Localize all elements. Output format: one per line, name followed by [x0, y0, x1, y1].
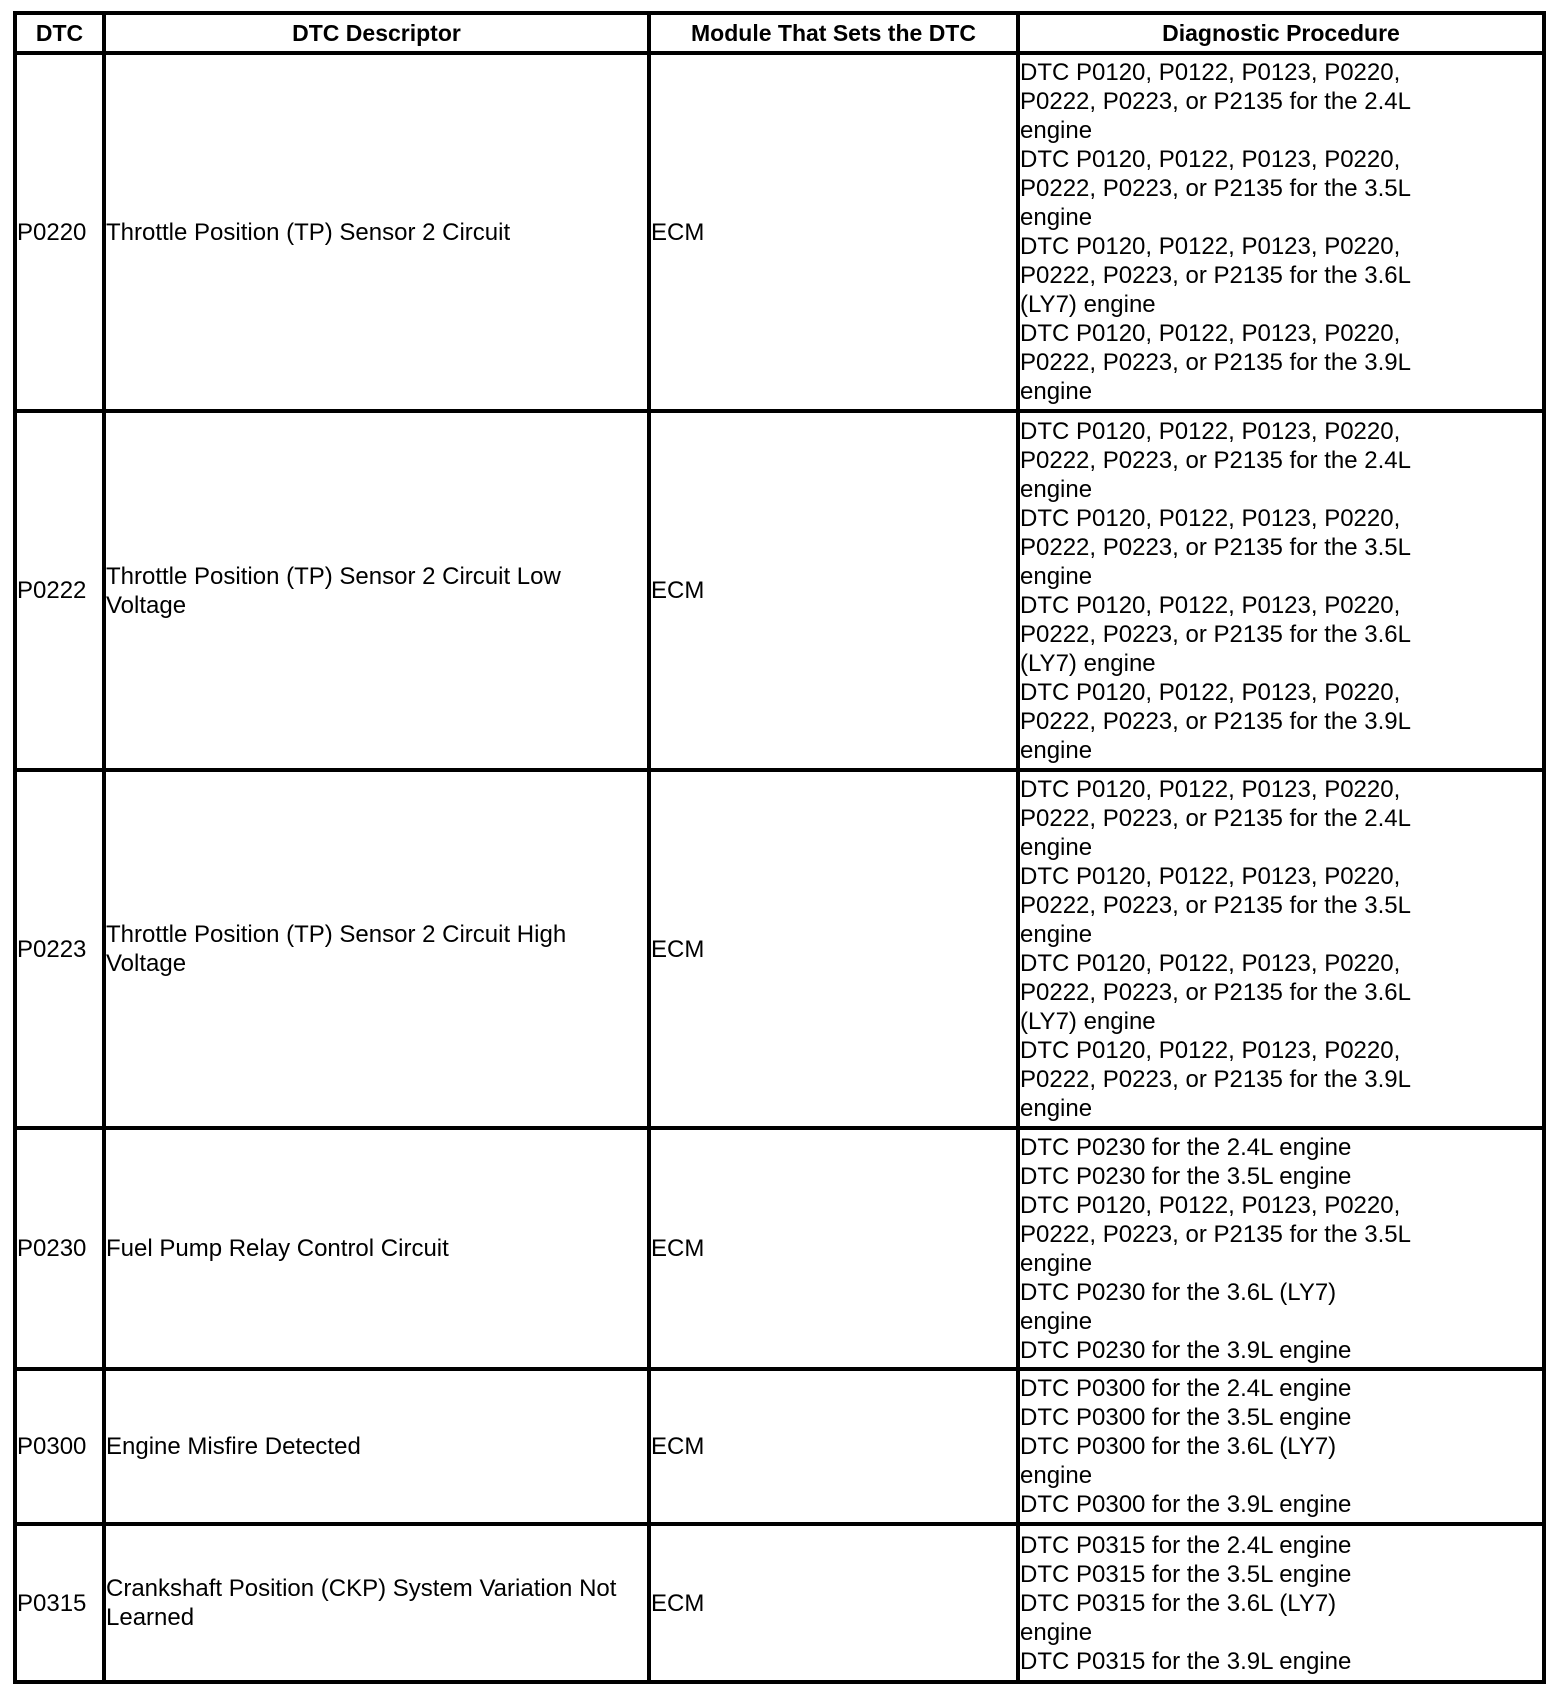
dtc-descriptor: Throttle Position (TP) Sensor 2 Circuit Low Voltage — [104, 411, 649, 770]
procedure-line: engine — [1020, 1618, 1093, 1646]
procedure-line: engine — [1020, 834, 1093, 861]
diagnostic-procedure — [1018, 1524, 1544, 1682]
procedure-line: DTC P0120, P0122, P0123, P0220, — [1020, 146, 1401, 173]
procedure-line: DTC P0300 for the 3.9L engine — [1020, 1491, 1352, 1518]
procedure-line: DTC P0120, P0122, P0123, P0220, — [1020, 1037, 1401, 1064]
procedure-line: DTC P0120, P0122, P0123, P0220, — [1020, 678, 1401, 706]
procedure-line: DTC P0315 for the 3.9L engine — [1020, 1647, 1352, 1675]
procedure-line: engine — [1020, 117, 1093, 144]
procedure-line: engine — [1020, 1307, 1093, 1335]
module-name: ECM — [649, 1524, 1018, 1682]
procedure-line: P0222, P0223, or P2135 for the 2.4L — [1020, 446, 1411, 474]
procedure-line: (LY7) engine — [1020, 649, 1156, 677]
header-row — [15, 13, 1544, 53]
procedure-line: P0222, P0223, or P2135 for the 3.9L — [1020, 1066, 1411, 1093]
dtc-code: P0223 — [15, 770, 104, 1128]
procedure-line: DTC P0300 for the 3.6L (LY7) — [1020, 1433, 1337, 1460]
module-name: ECM — [649, 53, 1018, 411]
procedure-line: engine — [1020, 1462, 1093, 1489]
procedure-line: engine — [1020, 562, 1093, 590]
procedure-line: P0222, P0223, or P2135 for the 3.9L — [1020, 707, 1411, 735]
module-name: ECM — [649, 1128, 1018, 1369]
procedure-line: DTC P0120, P0122, P0123, P0220, — [1020, 504, 1401, 532]
dtc-descriptor: Engine Misfire Detected — [104, 1369, 649, 1524]
procedure-line: DTC P0230 for the 3.9L engine — [1020, 1336, 1352, 1364]
diagnostic-procedure — [1018, 53, 1544, 411]
procedure-line: P0222, P0223, or P2135 for the 3.6L — [1020, 979, 1411, 1006]
procedure-line: DTC P0120, P0122, P0123, P0220, — [1020, 863, 1401, 890]
procedure-line: DTC P0315 for the 3.5L engine — [1020, 1560, 1352, 1588]
procedure-line: DTC P0120, P0122, P0123, P0220, — [1020, 1191, 1401, 1219]
procedure-line: P0222, P0223, or P2135 for the 3.5L — [1020, 175, 1411, 202]
procedure-line: DTC P0230 for the 3.5L engine — [1020, 1162, 1352, 1190]
procedure-line: engine — [1020, 1249, 1093, 1277]
module-name: ECM — [649, 1369, 1018, 1524]
procedure-line: DTC P0120, P0122, P0123, P0220, — [1020, 950, 1401, 977]
module-name: ECM — [649, 411, 1018, 770]
table-row — [15, 770, 1544, 1128]
diagnostic-procedure — [1018, 411, 1544, 770]
header-module: Module That Sets the DTC — [649, 13, 1018, 53]
table-row — [15, 1128, 1544, 1369]
procedure-line: P0222, P0223, or P2135 for the 2.4L — [1020, 88, 1411, 115]
procedure-line: DTC P0230 for the 2.4L engine — [1020, 1133, 1352, 1161]
procedure-line: DTC P0315 for the 3.6L (LY7) — [1020, 1589, 1337, 1617]
diagnostic-procedure — [1018, 1369, 1544, 1524]
procedure-line: engine — [1020, 378, 1093, 405]
dtc-descriptor: Fuel Pump Relay Control Circuit — [104, 1128, 649, 1369]
dtc-descriptor: Throttle Position (TP) Sensor 2 Circuit — [104, 53, 649, 411]
header-diagnostic-procedure: Diagnostic Procedure — [1018, 13, 1544, 53]
procedure-line: engine — [1020, 204, 1093, 231]
table-row — [15, 1369, 1544, 1524]
dtc-code: P0315 — [15, 1524, 104, 1682]
procedure-line: engine — [1020, 736, 1093, 764]
dtc-code: P0220 — [15, 53, 104, 411]
procedure-line: P0222, P0223, or P2135 for the 2.4L — [1020, 805, 1411, 832]
diagnostic-procedure — [1018, 770, 1544, 1128]
procedure-line: P0222, P0223, or P2135 for the 3.6L — [1020, 262, 1411, 289]
dtc-code: P0222 — [15, 411, 104, 770]
dtc-code: P0230 — [15, 1128, 104, 1369]
table-row — [15, 411, 1544, 770]
procedure-line: P0222, P0223, or P2135 for the 3.5L — [1020, 1220, 1411, 1248]
procedure-line: DTC P0120, P0122, P0123, P0220, — [1020, 776, 1401, 803]
procedure-line: P0222, P0223, or P2135 for the 3.5L — [1020, 533, 1411, 561]
procedure-line: DTC P0230 for the 3.6L (LY7) — [1020, 1278, 1337, 1306]
table-row — [15, 1524, 1544, 1682]
procedure-line: (LY7) engine — [1020, 291, 1156, 318]
procedure-line: (LY7) engine — [1020, 1008, 1156, 1035]
header-dtc-descriptor: DTC Descriptor — [104, 13, 649, 53]
procedure-line: engine — [1020, 475, 1093, 503]
module-name: ECM — [649, 770, 1018, 1128]
procedure-line: DTC P0300 for the 3.5L engine — [1020, 1404, 1352, 1431]
procedure-line: DTC P0120, P0122, P0123, P0220, — [1020, 417, 1401, 445]
diagnostic-procedure — [1018, 1128, 1544, 1369]
dtc-table — [13, 11, 1546, 1684]
dtc-descriptor: Throttle Position (TP) Sensor 2 Circuit High Voltage — [104, 770, 649, 1128]
table-row — [15, 53, 1544, 411]
procedure-line: engine — [1020, 1095, 1093, 1122]
dtc-code: P0300 — [15, 1369, 104, 1524]
header-dtc: DTC — [15, 13, 104, 53]
procedure-line: DTC P0315 for the 2.4L engine — [1020, 1531, 1352, 1559]
procedure-line: DTC P0120, P0122, P0123, P0220, — [1020, 233, 1401, 260]
procedure-line: P0222, P0223, or P2135 for the 3.6L — [1020, 620, 1411, 648]
procedure-line: P0222, P0223, or P2135 for the 3.9L — [1020, 349, 1411, 376]
procedure-line: P0222, P0223, or P2135 for the 3.5L — [1020, 892, 1411, 919]
procedure-line: DTC P0120, P0122, P0123, P0220, — [1020, 59, 1401, 86]
procedure-line: DTC P0120, P0122, P0123, P0220, — [1020, 320, 1401, 347]
dtc-descriptor: Crankshaft Position (CKP) System Variation Not Learned — [104, 1524, 649, 1682]
procedure-line: DTC P0300 for the 2.4L engine — [1020, 1375, 1352, 1402]
procedure-line: DTC P0120, P0122, P0123, P0220, — [1020, 591, 1401, 619]
procedure-line: engine — [1020, 921, 1093, 948]
